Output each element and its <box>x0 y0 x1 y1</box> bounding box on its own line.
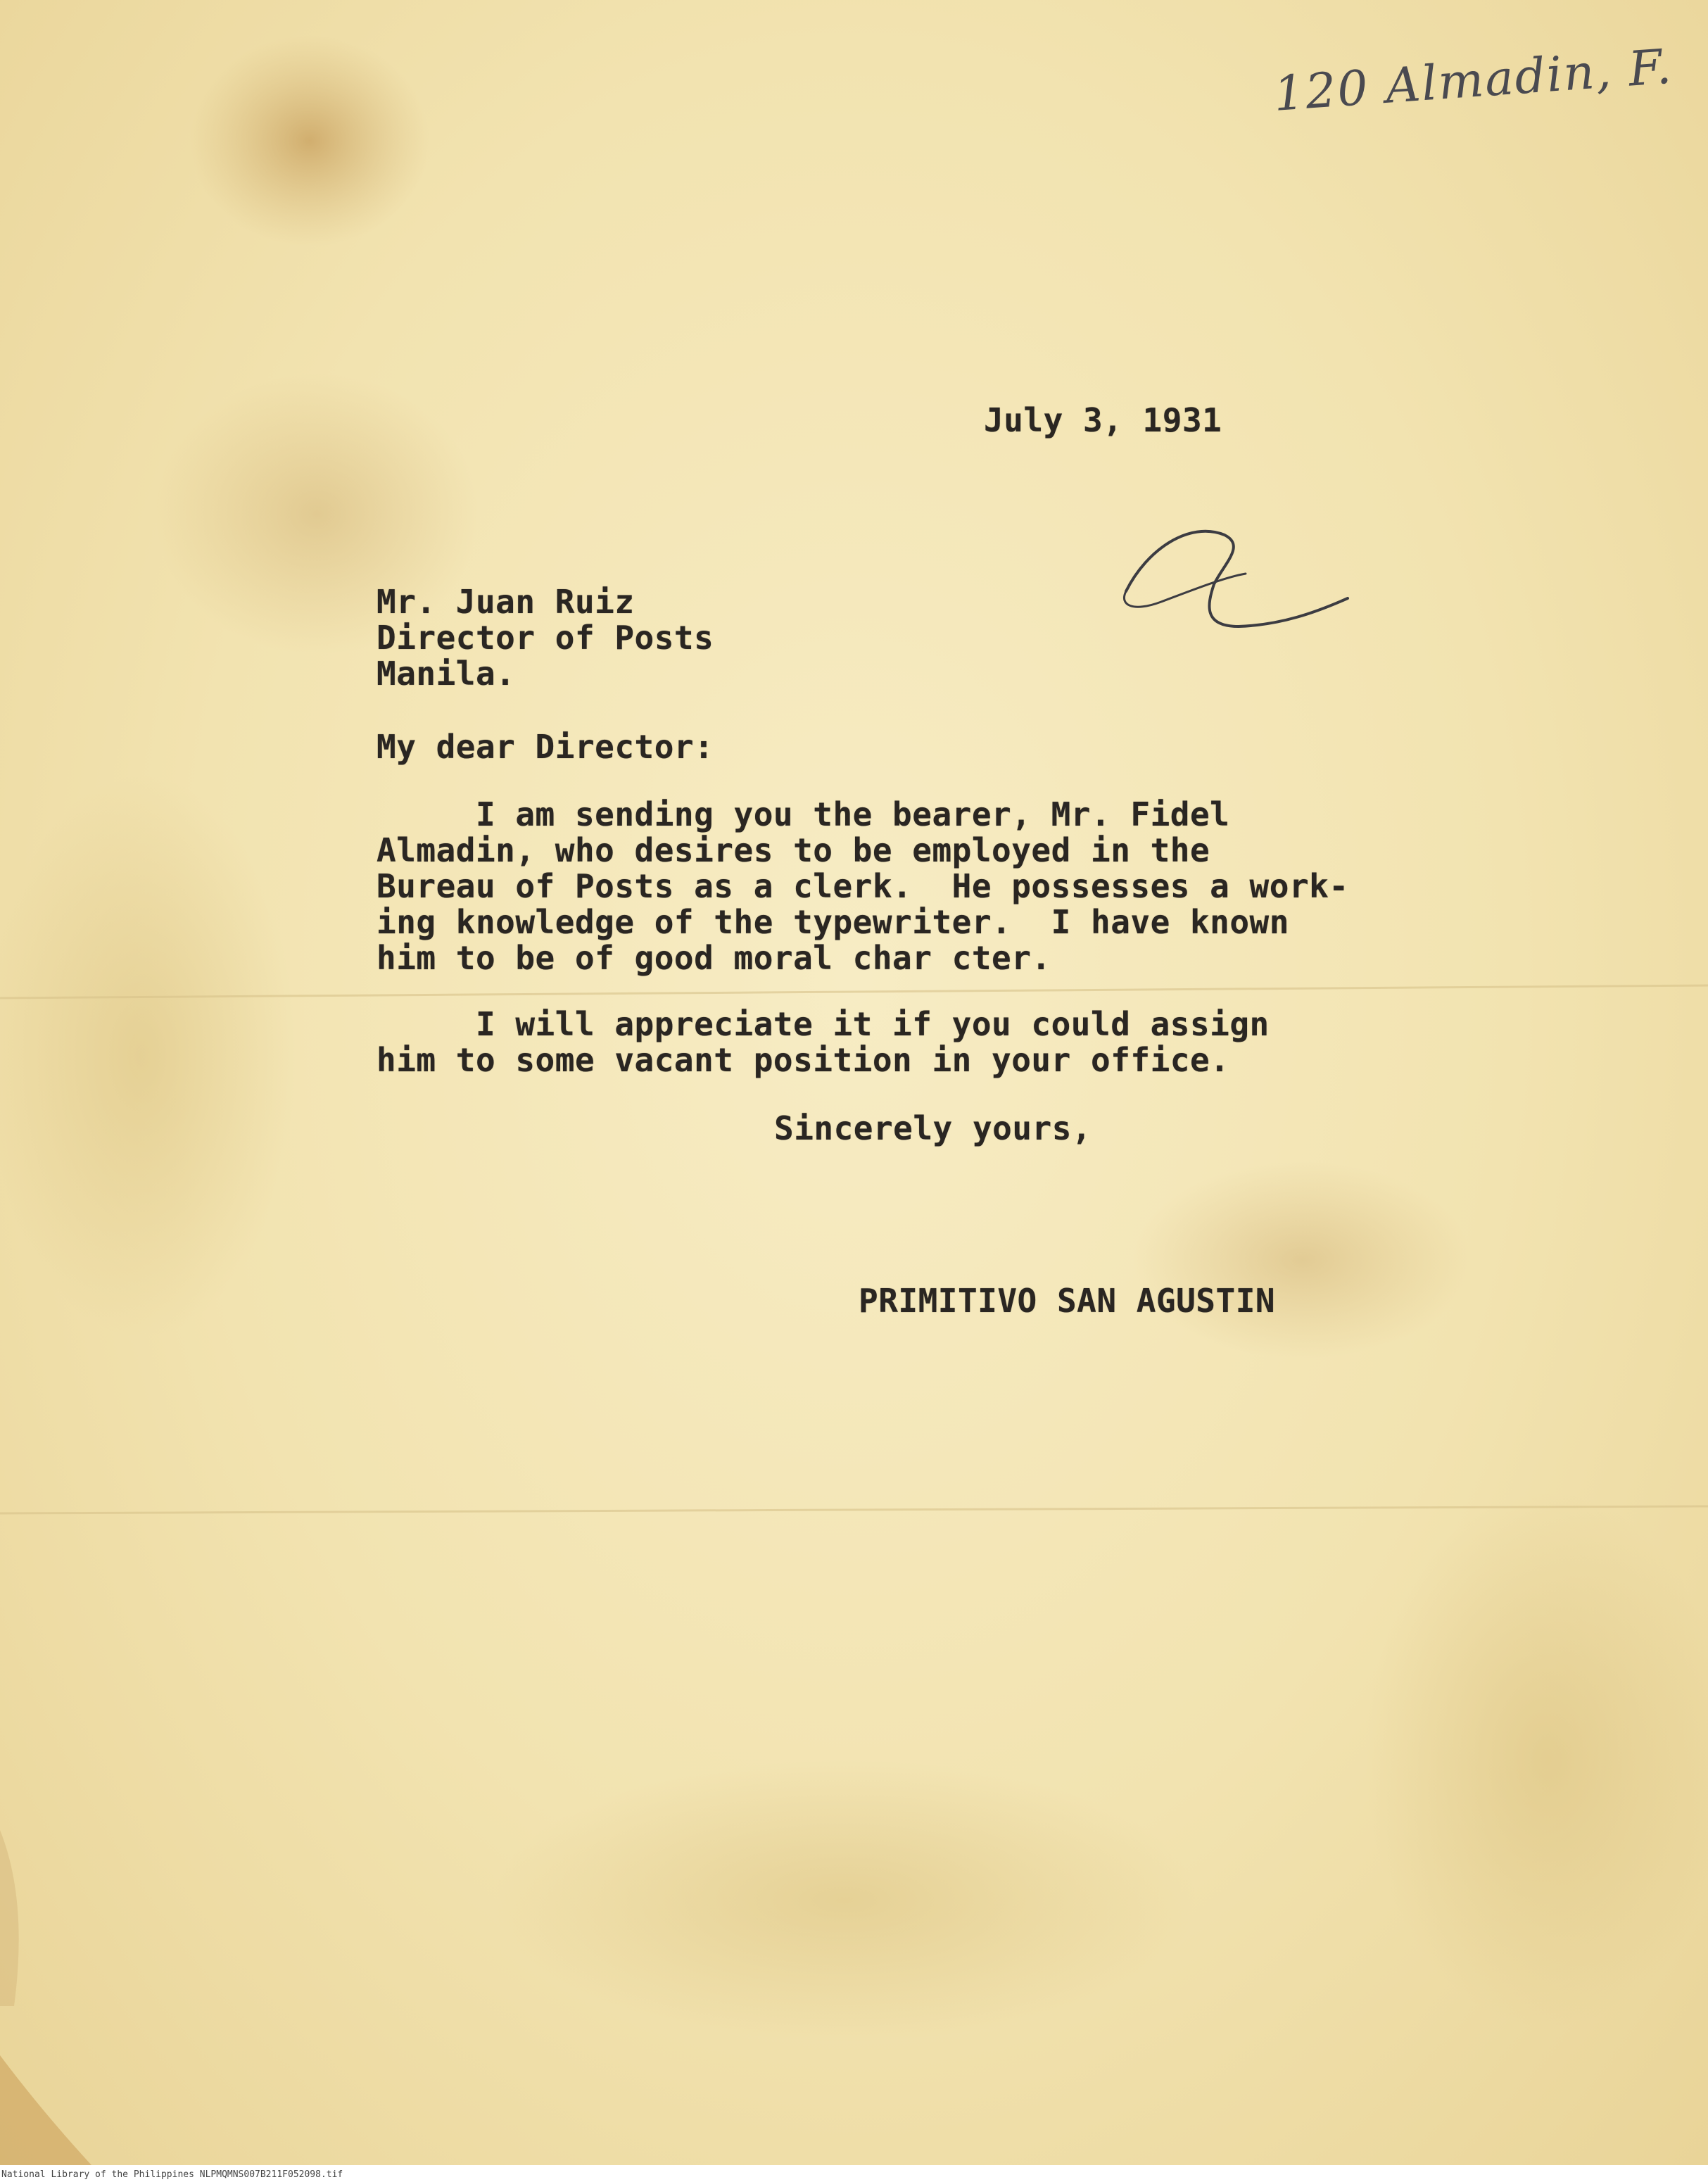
recipient-city: Manila. <box>377 655 516 693</box>
paragraph-2-line-1: I will appreciate it if you could assign <box>377 1005 1270 1043</box>
archive-footer: National Library of the Philippines NLPMQMNS007B211F052098.tif <box>1 2169 343 2180</box>
recipient-name: Mr. Juan Ruiz <box>377 583 635 621</box>
pencil-mark <box>1084 507 1365 648</box>
salutation: My dear Director: <box>377 728 714 766</box>
handwritten-annotation: 120 Almadin, F. <box>1272 39 1675 122</box>
signatory-name: PRIMITIVO SAN AGUSTIN <box>859 1282 1276 1320</box>
recipient-title: Director of Posts <box>377 619 714 657</box>
paragraph-1-line-2: Almadin, who desires to be employed in the <box>377 831 1210 869</box>
paragraph-2-line-2: him to some vacant position in your office. <box>377 1041 1230 1079</box>
closing: Sincerely yours, <box>774 1109 1092 1147</box>
paragraph-1-line-5: him to be of good moral char cter. <box>377 939 1051 977</box>
paragraph-1-line-4: ing knowledge of the typewriter. I have known <box>377 903 1289 941</box>
paragraph-1-line-1: I am sending you the bearer, Mr. Fidel <box>377 795 1230 833</box>
letter-date: July 3, 1931 <box>984 401 1222 439</box>
paragraph-1-line-3: Bureau of Posts as a clerk. He possesses a work- <box>377 867 1349 905</box>
